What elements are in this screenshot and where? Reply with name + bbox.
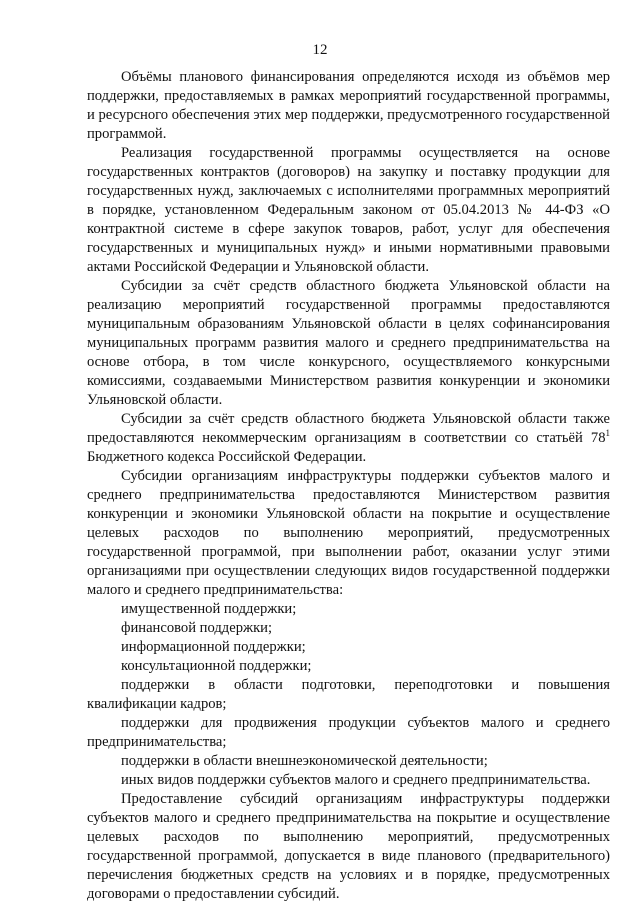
list-item: консультационной поддержки; [121,658,312,674]
page-number: 12 [312,42,328,58]
list-item: поддержки в области внешнеэкономической деятельности; [121,753,488,769]
paragraph-infrastructure-subsidies: Субсидии организациям инфраструктуры поддержки субъектов малого и среднего предпринимательства предоставляются Министерством развития конкуренции и экономики Ульяновской области на покрытие и осуществление целевых расходов по выполнению мероприятий, предусмотренных государственной программой, при выполнении работ, оказании услуг этими организациями при осуществлении следующих видов государственной поддержки малого и среднего предпринимательства: [87,468,610,598]
paragraph-financing-volumes: Объёмы планового финансирования определяются исходя из объёмов мер поддержки, предоставляемых в рамках мероприятий государственной программы, и ресурсного обеспечения этих мер поддержки, предусмотренного государственной программой. [87,69,610,142]
paragraph-advance-transfer: Предоставление субсидий организациям инфраструктуры поддержки субъектов малого и среднего предпринимательства на покрытие и осуществление целевых расходов по выполнению мероприятий, предусмотренных государственной программой, допускается в виде планового (предварительного) перечисления бюджетных средств на условиях и в порядке, предусмотренных договорами о предоставлении субсидий. [87,791,610,902]
list-item: иных видов поддержки субъектов малого и среднего предпринимательства. [121,772,591,788]
list-item: имущественной поддержки; [121,601,297,617]
list-item: поддержки в области подготовки, переподготовки и повышения квалификации кадров; [87,677,610,712]
paragraph-nonprofit-text-start: Субсидии за счёт средств областного бюджета Ульяновской области также предоставляются некоммерческим организациям в соответствии со статьёй 78 [87,411,610,446]
paragraph-program-implementation: Реализация государственной программы осуществляется на основе государственных контрактов (договоров) на закупку и поставку продукции для государственных нужд, заключаемых с исполнителями программных мероприятий в порядке, установленном Федеральным законом от 05.04.2013 № 44-ФЗ «О контрактной системе в сфере закупок товаров, работ, услуг для обеспечения государственных и муниципальных нужд» и иными нормативными правовыми актами Российской Федерации и Ульяновской области. [87,145,610,275]
document-body [87,68,610,904]
paragraph-municipal-subsidies: Субсидии за счёт средств областного бюджета Ульяновской области на реализацию мероприятий государственной программы предоставляются муниципальным образованиям Ульяновской области в целях софинансирования муниципальных программ развития малого и среднего предпринимательства на основе отбора, в том числе конкурсного, осуществляемого конкурсными комиссиями, создаваемыми Министерством развития конкуренции и экономики Ульяновской области. [87,278,610,408]
paragraph-nonprofit-text-end: Бюджетного кодекса Российской Федерации. [87,449,367,465]
article-superscript: 1 [605,428,610,439]
list-item: поддержки для продвижения продукции субъектов малого и среднего предпринимательства; [87,715,610,750]
paragraph-nonprofit-subsidies [87,410,610,467]
list-item: финансовой поддержки; [121,620,273,636]
list-item: информационной поддержки; [121,639,306,655]
support-types-list [87,600,610,790]
